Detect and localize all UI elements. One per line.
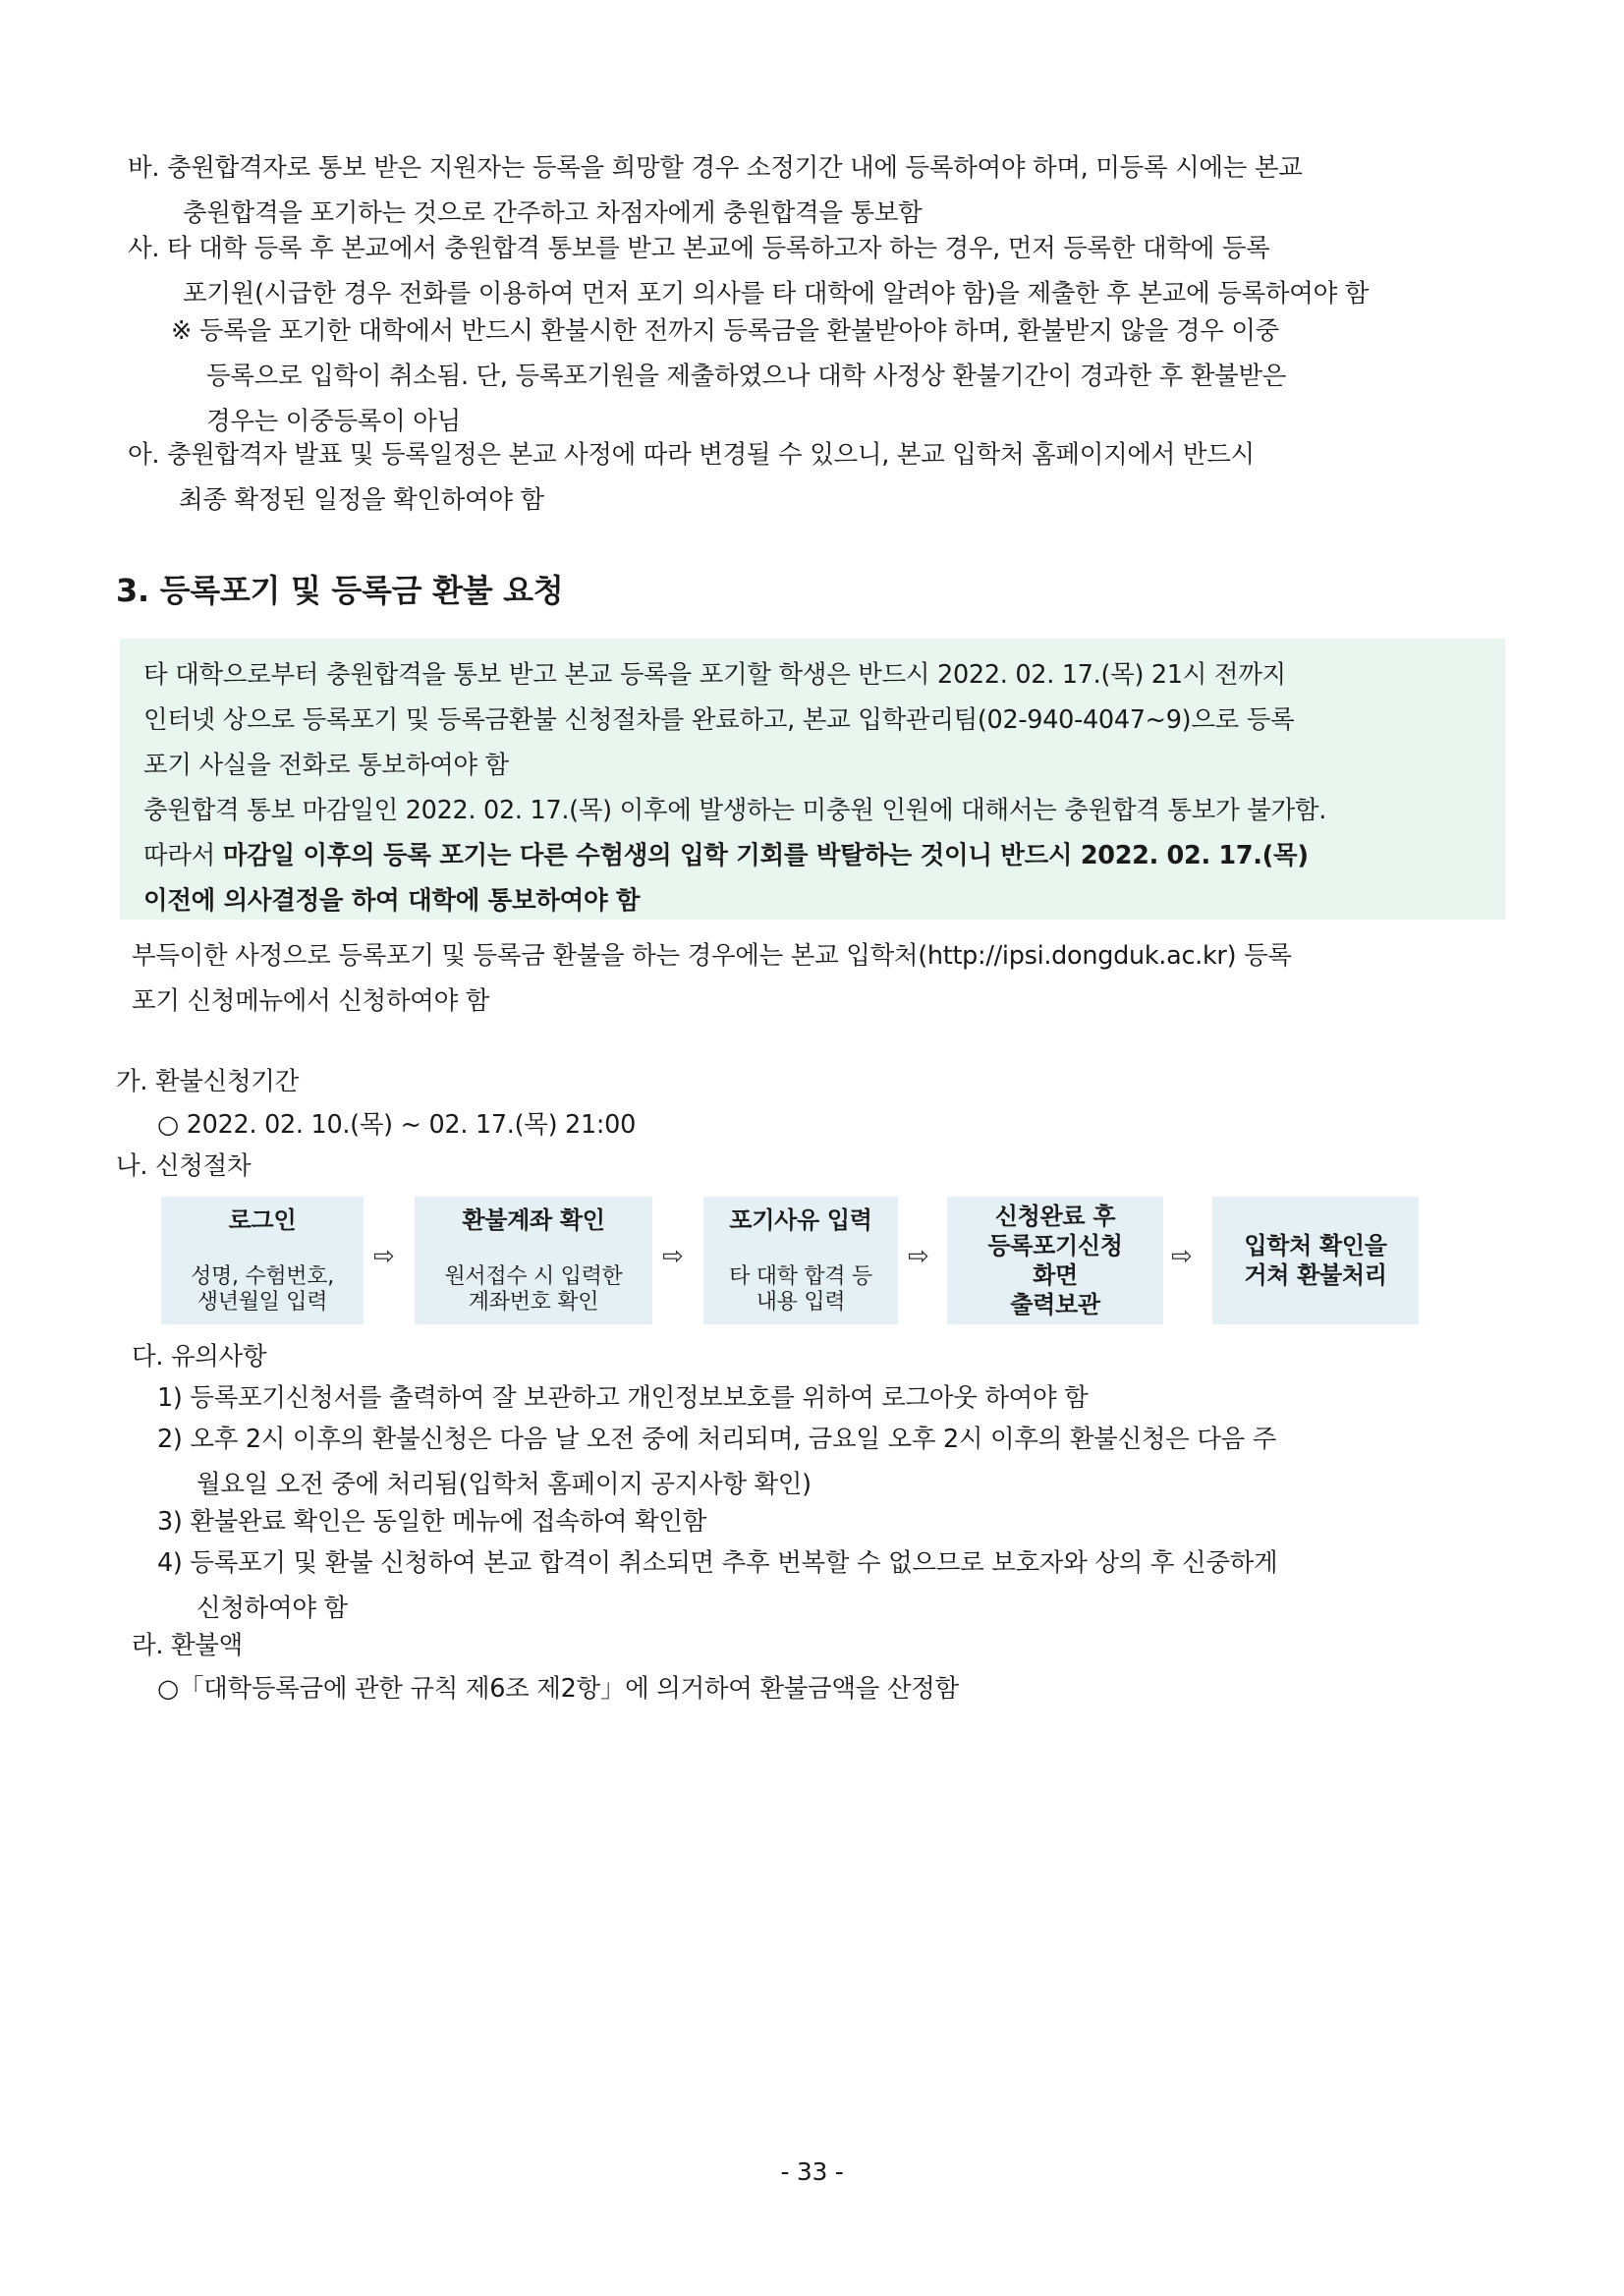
paragraph-line: 충원합격을 포기하는 것으로 간주하고 차점자에게 충원합격을 통보함 [183, 198, 923, 228]
caution-line: 신청하여야 함 [196, 1594, 348, 1623]
arrow-icon: ⇨ [662, 1242, 684, 1271]
paragraph-line: 포기원(시급한 경우 전화를 이용하여 먼저 포기 의사를 타 대학에 알려야 함)을 제출한 후 본교에 등록하여야 함 [183, 279, 1370, 308]
flow-step-login [161, 1197, 364, 1324]
flow-step-desc: 성명, 수험번호, [191, 1264, 334, 1289]
arrow-icon: ⇨ [1171, 1242, 1193, 1271]
flow-step-title: 신청완료 후 [994, 1203, 1116, 1230]
subheading-na: 나. 신청절차 [116, 1151, 252, 1181]
flow-step-refund [1212, 1197, 1419, 1324]
flow-step-title: 포기사유 입력 [729, 1206, 872, 1234]
notice-line: 충원합격 통보 마감일인 2022. 02. 17.(목) 이후에 발생하는 미충원 인원에 대해서는 충원합격 통보가 불가함. [143, 796, 1327, 825]
arrow-icon: ⇨ [908, 1242, 929, 1271]
flow-step-title: 환불계좌 확인 [462, 1206, 605, 1234]
paragraph-line: 경우는 이중등록이 아님 [206, 407, 461, 436]
caution-line: 월요일 오전 중에 처리됨(입학처 홈페이지 공지사항 확인) [196, 1470, 812, 1499]
paragraph-line: 아. 충원합격자 발표 및 등록일정은 본교 사정에 따라 변경될 수 있으니, 본교 입학처 홈페이지에서 반드시 [128, 440, 1255, 470]
flow-step-title: 입학처 확인을 [1244, 1232, 1387, 1260]
paragraph-line: 등록으로 입학이 취소됨. 단, 등록포기원을 제출하였으나 대학 사정상 환불기간이 경과한 후 환불받은 [206, 362, 1287, 391]
section-heading: 3. 등록포기 및 등록금 환불 요청 [116, 572, 564, 609]
notice-emphasis: 이전에 의사결정을 하여 대학에 통보하여야 함 [143, 886, 641, 916]
flow-step-title: 출력보관 [1010, 1291, 1100, 1318]
paragraph-line: 포기 신청메뉴에서 신청하여야 함 [132, 986, 490, 1016]
flow-step-title: 거쳐 환불처리 [1244, 1261, 1387, 1289]
flow-step-reason [703, 1197, 898, 1324]
page-number: - 33 - [780, 2157, 844, 2186]
paragraph-line: 최종 확정된 일정을 확인하여야 함 [179, 485, 544, 515]
flow-step-desc: 생년월일 입력 [196, 1290, 328, 1315]
caution-line: 1) 등록포기신청서를 출력하여 잘 보관하고 개인정보보호를 위하여 로그아웃 하여야 함 [157, 1383, 1089, 1413]
notice-line: 포기 사실을 전화로 통보하여야 함 [143, 751, 509, 780]
caution-line: 3) 환불완료 확인은 동일한 메뉴에 접속하여 확인함 [157, 1507, 707, 1537]
paragraph-line: 바. 충원합격자로 통보 받은 지원자는 등록을 희망할 경우 소정기간 내에 등록하여야 하며, 미등록 시에는 본교 [128, 153, 1303, 183]
caution-line: 4) 등록포기 및 환불 신청하여 본교 합격이 취소되면 추후 번복할 수 없으므로 보호자와 상의 후 신중하게 [157, 1548, 1278, 1578]
flow-step-desc: 원서접수 시 입력한 [444, 1264, 623, 1289]
paragraph-line: ※ 등록을 포기한 대학에서 반드시 환불시한 전까지 등록금을 환불받아야 하며, 환불받지 않을 경우 이중 [171, 316, 1280, 346]
flow-step-desc: 타 대학 합격 등 [729, 1264, 872, 1289]
notice-box [120, 639, 1505, 920]
subheading-ga: 가. 환불신청기간 [116, 1067, 299, 1096]
paragraph-a [128, 432, 1255, 523]
flow-step-print [947, 1197, 1163, 1324]
paragraph-after-box [132, 933, 1292, 1024]
notice-line: 인터넷 상으로 등록포기 및 등록금환불 신청절차를 완료하고, 본교 입학관리팀(02-940-4047~9)으로 등록 [143, 705, 1295, 735]
flow-step-title: 화면 [1033, 1261, 1078, 1289]
caution-item-1 [157, 1375, 1088, 1421]
caution-item-4 [157, 1540, 1277, 1631]
notice-emphasis: 마감일 이후의 등록 포기는 다른 수험생의 입학 기회를 박탈하는 것이니 반드시 2022. 02. 17.(목) [222, 841, 1309, 870]
notice-line [143, 878, 1326, 924]
arrow-icon: ⇨ [373, 1242, 395, 1271]
caution-line: 2) 오후 2시 이후의 환불신청은 다음 날 오전 중에 처리되며, 금요일 오후 2시 이후의 환불신청은 다음 주 [157, 1425, 1277, 1454]
flow-step-title: 로그인 [228, 1206, 297, 1234]
refund-period: ○ 2022. 02. 10.(목) ~ 02. 17.(목) 21:00 [157, 1110, 637, 1140]
flow-step-title: 등록포기신청 [987, 1232, 1123, 1260]
caution-item-2 [157, 1417, 1276, 1507]
subheading-da: 다. 유의사항 [132, 1342, 267, 1372]
notice-text [143, 652, 1326, 924]
notice-line: 타 대학으로부터 충원합격을 통보 받고 본교 등록을 포기할 학생은 반드시 2022. 02. 17.(목) 21시 전까지 [143, 660, 1286, 690]
flow-step-desc: 계좌번호 확인 [468, 1290, 599, 1315]
note-paragraph [171, 308, 1286, 444]
caution-item-3 [157, 1499, 706, 1544]
paragraph-line: 부득이한 사정으로 등록포기 및 등록금 환불을 하는 경우에는 본교 입학처(http://ipsi.dongduk.ac.kr) 등록 [132, 941, 1292, 971]
notice-text-plain: 따라서 [143, 841, 223, 870]
subheading-ra: 라. 환불액 [132, 1631, 243, 1660]
paragraph-line: 사. 타 대학 등록 후 본교에서 충원합격 통보를 받고 본교에 등록하고자 하는 경우, 먼저 등록한 대학에 등록 [128, 234, 1270, 263]
flow-step-desc: 내용 입력 [756, 1290, 846, 1315]
paragraph-sa [128, 226, 1369, 316]
notice-line [143, 833, 1326, 878]
flow-step-account [415, 1197, 652, 1324]
paragraph-ba [128, 145, 1303, 236]
refund-amount-rule: ○「대학등록금에 관한 규칙 제6조 제2항」에 의거하여 환불금액을 산정함 [157, 1674, 959, 1704]
